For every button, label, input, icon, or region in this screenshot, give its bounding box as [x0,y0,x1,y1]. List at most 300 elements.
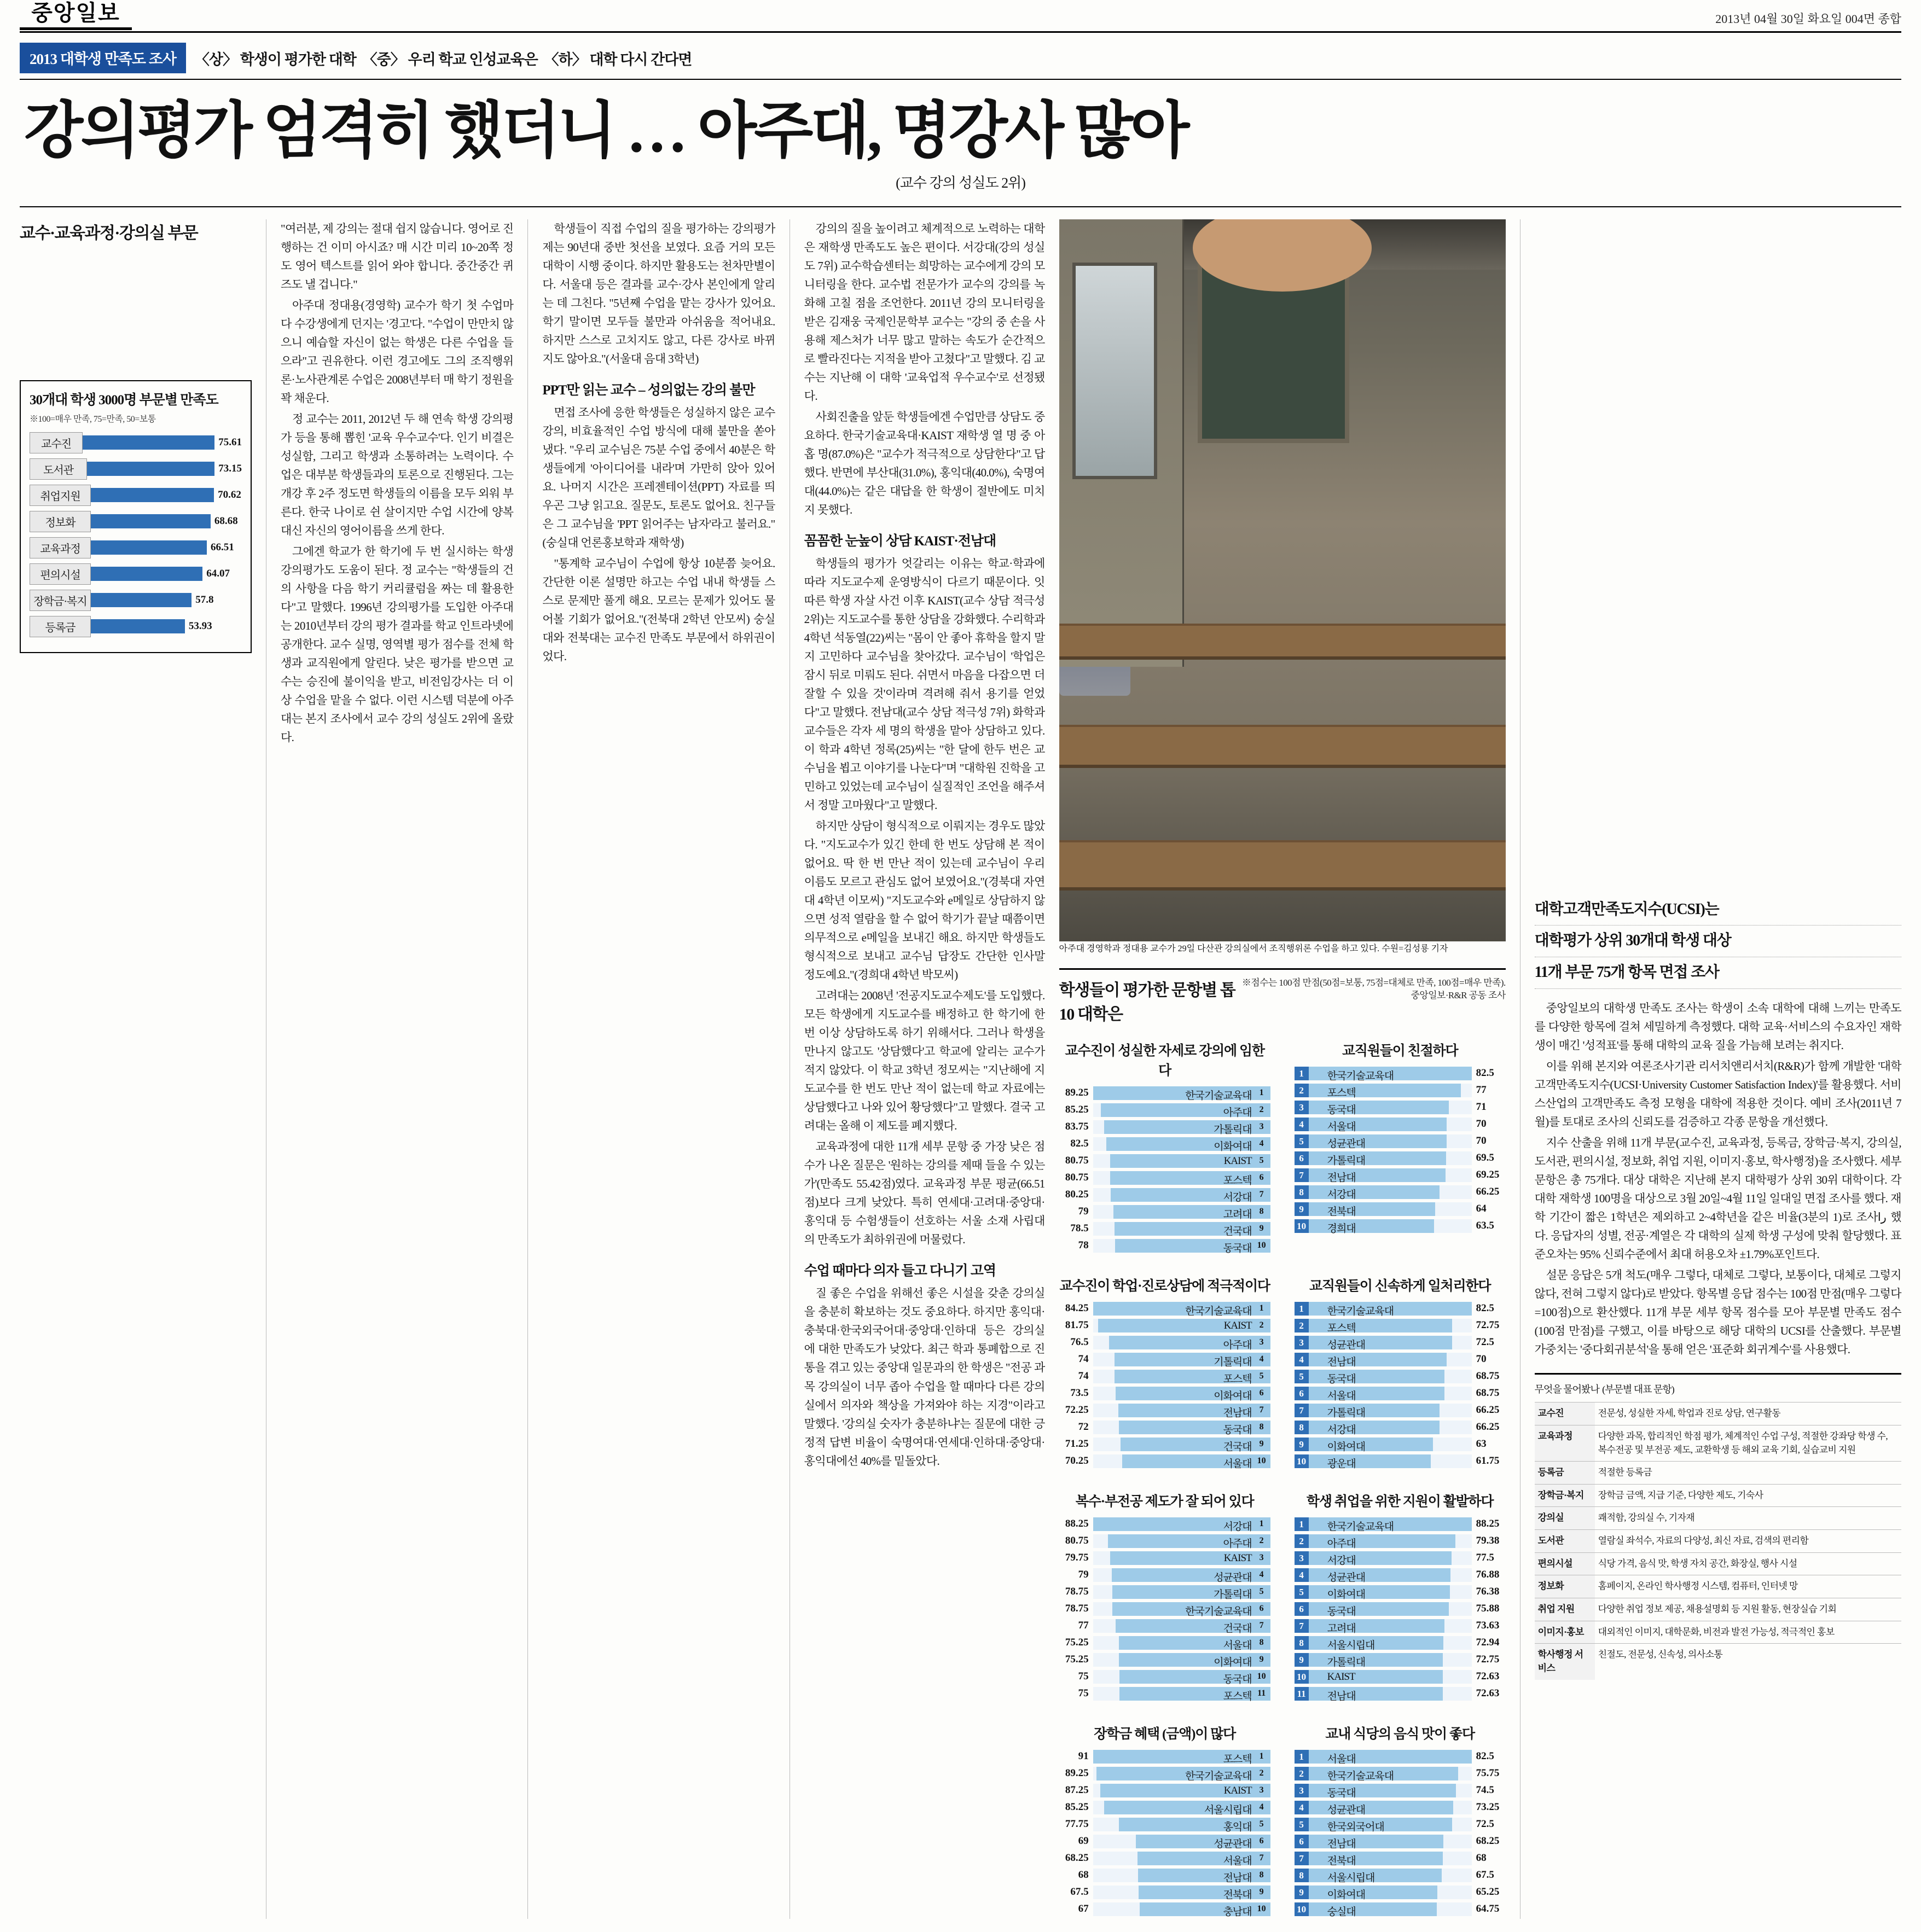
rank-number: 8 [1295,1421,1309,1434]
chart-bar-row [30,511,242,532]
rank-chart-block [1295,1034,1506,1255]
chart-bar-row [30,432,242,453]
rank-university: 가톨릭대 [1327,1407,1366,1419]
chart-bar-track [87,462,242,476]
rank-bar-track [1093,1205,1270,1219]
rank-number: 6 [1259,1172,1264,1182]
rank-row [1295,1454,1506,1469]
rank-number: 11 [1295,1687,1309,1701]
rank-number: 1 [1295,1302,1309,1316]
ask-title-main: 무엇을 물어봤나 [1534,1384,1599,1395]
rank-row [1295,1568,1506,1582]
rank-row [1059,1204,1270,1219]
rank-bar-track [1093,1687,1270,1701]
rank-value: 67 [1078,1903,1089,1915]
rank-university: 한국기술교육대 [1185,1770,1252,1782]
rank-university: 한국기술교육대 [1185,1305,1252,1317]
chart-bar-label: 편의시설 [30,563,91,585]
rank-number: 10 [1257,1240,1266,1250]
rank-bar-track [1093,1750,1270,1764]
rank-row [1059,1120,1270,1134]
rank-value: 73.5 [1070,1387,1089,1399]
rank-value: 64.75 [1476,1903,1500,1915]
rank-row [1295,1185,1506,1200]
rank-bar-track [1093,1869,1270,1882]
chart-bar [91,540,207,555]
rank-bar-track [1309,1517,1472,1531]
chart-bar-label: 정보화 [30,511,91,532]
rank-value: 72.5 [1476,1818,1494,1830]
survey-items: 친절도, 전문성, 신속성, 의사소통 [1595,1644,1901,1680]
chart-bar-label: 장학금·복지 [30,590,91,611]
rank-university: 숭실대 [1327,1906,1356,1918]
survey-category: 교육과정 [1535,1425,1595,1461]
rank-value: 75 [1078,1687,1089,1700]
rank-number: 7 [1295,1404,1309,1417]
survey-question-row [1535,1425,1901,1461]
rank-value: 71 [1476,1101,1487,1113]
rank-value: 72.63 [1476,1687,1500,1700]
rank-number: 9 [1259,1654,1264,1664]
chart-bars [30,432,242,637]
rank-row [1059,1454,1270,1469]
rank-number: 9 [1295,1438,1309,1451]
rank-university: 전남대 [1327,1172,1356,1184]
rank-value: 75.88 [1476,1603,1500,1615]
rank-number: 11 [1257,1688,1266,1698]
photo-window [1072,263,1157,479]
rank-value: 64 [1476,1203,1487,1215]
ucsi-title-line: 대학평가 상위 30개대 학생 대상 [1535,929,1901,957]
rank-row [1059,1669,1270,1684]
rank-bar-track [1093,1239,1270,1253]
rank-bar-track [1309,1118,1472,1131]
rank-number: 5 [1295,1134,1309,1148]
rank-value: 87.25 [1065,1784,1089,1796]
rank-university: 건국대 [1223,1225,1252,1237]
rank-value: 68 [1078,1869,1089,1881]
rank-row [1059,1420,1270,1435]
rank-bar-track [1309,1568,1472,1582]
rank-section-header [1059,968,1506,1025]
headline-rule [20,206,1901,207]
rank-number: 5 [1295,1370,1309,1383]
rank-value: 72.63 [1476,1671,1500,1683]
rank-row [1295,1585,1506,1599]
rank-bar-track [1309,1101,1472,1114]
rank-number: 3 [1295,1336,1309,1349]
rank-value: 81.75 [1065,1319,1089,1331]
rank-value: 63 [1476,1438,1487,1450]
rank-university: 서울시립대 [1204,1804,1252,1816]
rank-university: 서강대 [1223,1191,1252,1203]
rank-university: 서울대 [1223,1855,1252,1867]
rank-number: 2 [1295,1534,1309,1548]
rank-row [1295,1851,1506,1866]
rank-university: 동국대 [1327,1373,1356,1385]
rank-university: 전남대 [1223,1872,1252,1884]
survey-question-row [1535,1530,1901,1553]
paragraph: 강의의 질을 높이려고 체계적으로 노력하는 대학은 재학생 만족도도 높은 편이다. 서강대(강의 성실도 7위) 교수학습센터는 희망하는 교수에게 강의 모니터링을 한다. 교수법 전문가가 교수의 강의를 녹화해 고칠 점을 조언한다. 2011년 강의 모니터링을 받은 김재웅 국제인문학부 교수는 "강의 중 손을 사용해 제스처가 너무 많고 말하는 속도가 순간적으로 빨라진다는 지적을 받아 고쳤다"고 말했다. 김 교수는 지난해 이 대학 '교육업적 우수교수'로 선정됐다. [804,222,1045,403]
rank-row [1295,1117,1506,1132]
rank-row [1295,1551,1506,1566]
rank-university: 전남대 [1223,1407,1252,1419]
chart-bar-value: 53.93 [188,620,212,632]
rank-number: 2 [1259,1320,1264,1330]
rank-university: 고려대 [1327,1622,1356,1634]
rank-number: 1 [1295,1517,1309,1531]
rank-bar-track [1093,1120,1270,1134]
rank-value: 70.25 [1065,1455,1089,1467]
rank-bar-track [1309,1653,1472,1667]
rank-university: 이화여대 [1327,1588,1366,1601]
rank-bar-track [1309,1151,1472,1165]
rank-row [1295,1686,1506,1701]
rank-university: 고려대 [1223,1208,1252,1220]
rank-number: 4 [1295,1801,1309,1814]
rank-university: 서울대 [1327,1390,1356,1402]
rank-university: 포스텍 [1327,1322,1356,1334]
paragraph: 학생들의 평가가 엇갈리는 이유는 학교·학과에 따라 지도교수제 운영방식이 다르기 때문이다. 잇따른 학생 자살 사건 이후 KAIST(교수 상담 적극성 2위)는 지도교수를 통한 상담을 강화했다. 수리학과 4학년 석동열(22)씨는 "몸이 안 좋아 휴학을 할지 말지 고민하다 교수님을 찾아갔다. 교수님이 '학업은 잠시 뒤로 미뤄도 된다. 쉬면서 마음을 다잡으면 더 잘할 수 있을 것'이라며 격려해 줘서 용기를 얻었다"고 말했다. 전남대(교수 상담 적극성 7위) 화학과 교수들은 각자 세 명의 학생을 맡아 상담하고 있다. 이 학과 4학년 정록(25)씨는 "한 달에 한두 번은 교수님을 뵙고 이야기를 나눈다"며 "대학원 진학을 고민하고 있었는데 교수님이 실질적인 조언을 해주셔서 정말 고마웠다"고 말했다. [804,556,1045,812]
chart-bar [87,462,214,476]
rank-value: 76.38 [1476,1586,1500,1598]
rank-chart-block [1295,1485,1506,1703]
rank-bar-track [1093,1886,1270,1899]
survey-items: 대외적인 이미지, 대학문화, 비전과 발전 가능성, 적극적인 홍보 [1595,1621,1901,1644]
rank-value: 77.5 [1476,1552,1494,1564]
rank-chart-title: 복수·부전공 제도가 잘 되어 있다 [1075,1494,1254,1509]
rank-value: 79.38 [1476,1535,1500,1547]
rank-row [1295,1083,1506,1098]
rank-row [1295,1219,1506,1233]
survey-items: 쾌적함, 강의실 수, 기자재 [1595,1507,1901,1530]
rank-row [1059,1403,1270,1418]
rank-row [1059,1221,1270,1236]
ask-title-sub: (부문별 대표 문항) [1602,1384,1674,1395]
rank-number: 8 [1259,1206,1264,1216]
rank-number: 5 [1259,1155,1264,1165]
rank-value: 74 [1078,1353,1089,1365]
rank-value: 68.25 [1476,1835,1500,1847]
photo-desk-row [1059,725,1506,768]
column-d-visuals [1059,219,1506,1919]
rank-value: 72.5 [1476,1336,1494,1348]
rank-value: 66.25 [1476,1186,1500,1198]
chart-bar-label: 교육과정 [30,537,91,558]
column-e [1520,219,1901,1919]
rank-row [1295,1868,1506,1883]
rank-number: 6 [1295,1602,1309,1616]
rank-university: 동국대 [1327,1605,1356,1617]
rank-value: 79 [1078,1206,1089,1218]
rank-university: 서강대 [1223,1521,1252,1533]
rank-value: 75.75 [1476,1767,1500,1779]
rank-bar-track [1309,1534,1472,1548]
rank-bar-track [1309,1421,1472,1434]
page-subtitle: (교수 강의 성실도 2위) [896,174,1025,191]
rank-number: 8 [1295,1185,1309,1199]
issue-date: 2013년 04월 30일 화요일 004면 종합 [1715,12,1901,26]
rank-bar-track [1093,1319,1270,1332]
rank-bar-track [1309,1784,1472,1797]
survey-question-row [1535,1552,1901,1575]
chart-bar-value: 70.62 [218,489,241,501]
chart-bar-track [91,540,242,555]
rank-university: 아주대 [1327,1538,1356,1550]
survey-category: 교수진 [1535,1403,1595,1425]
rank-value: 78.5 [1070,1223,1089,1235]
paragraph: "여러분, 제 강의는 절대 쉽지 않습니다. 영어로 진행하는 건 이미 아시죠? 매 시간 미리 10~20쪽 정도 영어 텍스트를 읽어 와야 합니다. 중간중간 퀴즈도 낼 겁니다." [281,222,514,291]
rank-value: 73.25 [1476,1801,1500,1813]
rank-bar-track [1093,1103,1270,1117]
chart-bar-track [91,593,242,607]
kicker-part-1: 〈상〉 학생이 평가한 대학 [194,51,356,68]
rank-value: 82.5 [1070,1138,1089,1150]
rank-value: 77 [1078,1620,1089,1632]
rank-bar-track [1093,1302,1270,1316]
rank-bar-track [1093,1585,1270,1599]
rank-row [1059,1154,1270,1168]
chart-bar [91,488,214,502]
survey-question-row [1535,1484,1901,1507]
rank-university: 아주대 [1223,1107,1252,1119]
rank-university: 아주대 [1223,1339,1252,1351]
rank-value: 61.75 [1476,1455,1500,1467]
paragraph: 하지만 상담이 형식적으로 이뤄지는 경우도 많았다. "지도교수가 있긴 한데 한 번도 상담해 본 적이 없어요. 딱 한 번 만난 적이 있는데 교수님이 우리 이름도 모르고 관심도 없어 보였어요."(경북대 자연대 4학년 이모씨) "지도교수와 e메일로 상담하지 않으면 성적 열람을 할 수 없어 학기가 끝날 때쯤이면 의무적으로 e메일을 보내긴 해요. 하지만 학생들도 형식적으로 보내고 교수님 답장도 간단한 인사말 정도예요."(경희대 4학년 박모씨) [804,819,1045,982]
rank-bar-track [1093,1801,1270,1814]
rank-value: 80.75 [1065,1535,1089,1547]
rank-row [1059,1238,1270,1253]
chart-bar [91,593,191,607]
rank-bar-track [1093,1171,1270,1185]
rank-bar-track [1093,1636,1270,1650]
rank-number: 2 [1295,1084,1309,1097]
rank-bar-track [1093,1370,1270,1383]
rank-value: 68.75 [1476,1370,1500,1382]
rank-bar-track [1309,1134,1472,1148]
rank-row [1295,1369,1506,1384]
rank-bar-track [1309,1404,1472,1417]
chart-bar-value: 68.68 [214,515,238,527]
rank-value: 88.25 [1065,1518,1089,1530]
survey-question-row [1535,1575,1901,1598]
rank-row [1295,1766,1506,1781]
masthead [20,0,1901,30]
survey-items: 다양한 과목, 합리적인 학점 평가, 체계적인 수업 구성, 적절한 강좌당 학생 수, 복수전공 및 부전공 제도, 교환학생 등 해외 교육 기회, 실습교비 지원 [1595,1425,1901,1461]
rank-bar-track [1309,1619,1472,1633]
rank-row [1059,1851,1270,1866]
ucsi-title-line: 11개 부문 75개 항목 면접 조사 [1535,961,1901,989]
rank-university: 포스텍 [1223,1174,1252,1186]
kicker-part-2: 〈중〉 우리 학교 인성교육은 [362,51,538,68]
rank-value: 72 [1078,1421,1089,1433]
rank-bar-track [1093,1818,1270,1831]
rank-value: 66.25 [1476,1404,1500,1416]
rank-number: 3 [1259,1785,1264,1795]
rank-university: 홍익대 [1223,1821,1252,1833]
survey-items: 다양한 취업 정보 제공, 채용설명회 등 지원 활동, 현장실습 기회 [1595,1598,1901,1621]
rank-number: 7 [1259,1405,1264,1415]
survey-category: 등록금 [1535,1462,1595,1485]
rank-number: 10 [1295,1219,1309,1233]
photo-desk-row [1059,624,1506,660]
rank-row [1059,1868,1270,1883]
rank-row [1059,1783,1270,1798]
lecture-photo [1059,219,1506,954]
rank-value: 75.25 [1065,1637,1089,1649]
column-a [20,219,266,1919]
rank-value: 76.5 [1070,1336,1089,1348]
rank-bar-track [1093,1438,1270,1451]
rank-value: 69.5 [1476,1152,1494,1164]
rank-value: 75.25 [1065,1654,1089,1666]
rank-row [1059,1369,1270,1384]
rank-number: 7 [1295,1168,1309,1182]
rank-row [1295,1066,1506,1081]
rank-bar-track [1309,1750,1472,1764]
column-d-text [804,219,1045,1919]
rank-university: 포스텍 [1327,1087,1356,1099]
rank-row [1295,1168,1506,1183]
chart-bar-track [91,567,242,581]
rank-row [1059,1902,1270,1917]
rank-university: 성균관대 [1214,1572,1252,1584]
rank-value: 75 [1078,1671,1089,1683]
rank-row [1295,1437,1506,1452]
rank-number: 3 [1259,1552,1264,1562]
ucsi-title-line: 대학고객만족도지수(UCSI)는 [1535,898,1901,926]
survey-items: 적절한 등록금 [1595,1462,1901,1485]
rank-number: 4 [1259,1569,1264,1579]
rank-university: 성균관대 [1214,1838,1252,1850]
rank-value: 67.5 [1476,1869,1494,1881]
rank-number: 1 [1259,1087,1264,1097]
chart-bar-row [30,590,242,611]
chart-bar [91,514,211,528]
rank-value: 65.25 [1476,1886,1500,1898]
chart-bar-value: 75.61 [218,437,242,449]
rank-university: 건국대 [1223,1622,1252,1634]
rank-bar-track [1093,1534,1270,1548]
chart-bar-row [30,537,242,558]
rank-bar-track [1093,1568,1270,1582]
rank-number: 5 [1259,1371,1264,1381]
rank-bar-track [1093,1653,1270,1667]
survey-category: 도서관 [1535,1530,1595,1553]
rank-bar-track [1093,1902,1270,1916]
rank-university: 이화여대 [1214,1390,1252,1402]
rank-value: 74.5 [1476,1784,1494,1796]
rank-value: 63.5 [1476,1220,1494,1232]
rank-university: 건국대 [1223,1441,1252,1453]
rank-university: 서울대 [1223,1639,1252,1651]
rank-bar-track [1309,1902,1472,1916]
rank-number: 7 [1259,1189,1264,1199]
rank-bar-track [1309,1602,1472,1616]
rank-number: 2 [1295,1319,1309,1332]
rank-number: 6 [1295,1835,1309,1848]
rank-bar-track [1309,1336,1472,1349]
survey-category: 이미지·홍보 [1535,1621,1595,1644]
rank-bar-track [1309,1454,1472,1468]
rank-bar-track [1309,1869,1472,1882]
survey-question-row [1535,1462,1901,1485]
rank-bar-track [1093,1353,1270,1366]
rank-row [1059,1437,1270,1452]
survey-category: 장학금·복지 [1535,1484,1595,1507]
rank-number: 3 [1295,1784,1309,1797]
rank-value: 71.25 [1065,1438,1089,1450]
rank-row [1295,1202,1506,1217]
rank-row [1059,1386,1270,1401]
rank-number: 8 [1259,1637,1264,1647]
rank-number: 9 [1259,1223,1264,1233]
rank-bar-track [1309,1687,1472,1701]
rank-row [1295,1800,1506,1815]
rank-university: 동국대 [1223,1424,1252,1436]
rank-row [1295,1602,1506,1616]
rank-row [1059,1568,1270,1582]
masthead-rule [20,31,1901,33]
caption-left: 아주대 경영학과 정대용 교수가 29일 다산관 강의실에서 [1059,944,1267,953]
rank-row [1059,1766,1270,1781]
rank-university: 서울대 [1327,1753,1356,1765]
rank-university: 한국기술교육대 [1327,1770,1394,1782]
rank-number: 6 [1259,1388,1264,1398]
rank-bar-track [1309,1767,1472,1780]
rank-bar-track [1093,1421,1270,1434]
chart-bar [91,567,202,581]
chart-bar-value: 64.07 [206,568,230,580]
rank-university: 서울시립대 [1327,1639,1375,1651]
survey-question-row [1535,1621,1901,1644]
rank-number: 6 [1295,1151,1309,1165]
rank-university: 성균관대 [1327,1138,1366,1150]
paragraph: 중앙일보의 대학생 만족도 조사는 학생이 소속 대학에 대해 느끼는 만족도를 다양한 항목에 걸쳐 세밀하게 측정했다. 대학 교육·서비스의 수요자인 재학생이 매긴 '성적표'를 통해 대학의 교육 질을 가늠해 보려는 취지다. [1534,1001,1901,1052]
rank-number: 10 [1295,1454,1309,1468]
paragraph: 설문 응답은 5개 척도(매우 그렇다, 대체로 그렇다, 보통이다, 대체로 그렇지 않다, 전혀 그렇지 않다)로 받았다. 항목별 응답 점수는 100점 만점(매우 그렇다=100점)으로 환산했다. 11개 부문 세부 항목 점수를 모아 부문별 만족도 점수(100점 만점)를 구했고, 이를 바탕으로 해당 대학의 UCSI를 산출했다. 부문별 가중치는 '중다회귀분석'을 통해 얻은 '표준화 회귀계수'를 사용했다. [1534,1268,1901,1357]
rank-bar-track [1309,1585,1472,1599]
rank-value: 70 [1476,1135,1487,1147]
section-title: 교수·교육과정·강의실 부문 [20,224,198,242]
rank-university: 전남대 [1327,1690,1356,1702]
rank-university: 서강대 [1327,1555,1356,1567]
rank-row [1295,1301,1506,1316]
rank-university: 성균관대 [1327,1339,1366,1351]
rank-row [1059,1602,1270,1616]
rank-row [1059,1517,1270,1532]
rank-value: 91 [1078,1750,1089,1762]
rank-row [1295,1100,1506,1115]
rank-number: 6 [1259,1603,1264,1613]
rank-row [1059,1686,1270,1701]
rank-university: 한국기술교육대 [1327,1070,1394,1082]
rank-bar-track [1093,1602,1270,1616]
chart-bar-row [30,458,242,480]
rank-value: 76.88 [1476,1569,1500,1581]
rank-number: 4 [1259,1802,1264,1812]
rank-university: 경희대 [1327,1223,1356,1235]
rank-chart-block [1059,1485,1270,1703]
rank-number: 4 [1259,1354,1264,1364]
rank-number: 3 [1295,1551,1309,1565]
article-columns [20,219,1901,1919]
rank-row [1295,1619,1506,1633]
survey-items: 전문성, 성실한 자세, 학업과 진로 상담, 연구활동 [1595,1403,1901,1425]
paragraph: 면접 조사에 응한 학생들은 성실하지 않은 교수 강의, 비효율적인 수업 방식에 대해 불만을 쏟아냈다. "우리 교수님은 75분 수업 중에서 40분은 학생들에게 '아이디어를 내라'며 가만히 앉아 있어요. 나머지 시간은 프레젠테이션(PPT) 자료를 띄우곤 그냥 읽고요. 질문도, 토론도 없어요. 친구들은 그 교수님을 'PPT 읽어주는 남자'라고 불러요."(숭실대 언론홍보학과 재학생) [542,405,775,549]
chart-bar [91,619,185,633]
rank-row [1295,1749,1506,1764]
